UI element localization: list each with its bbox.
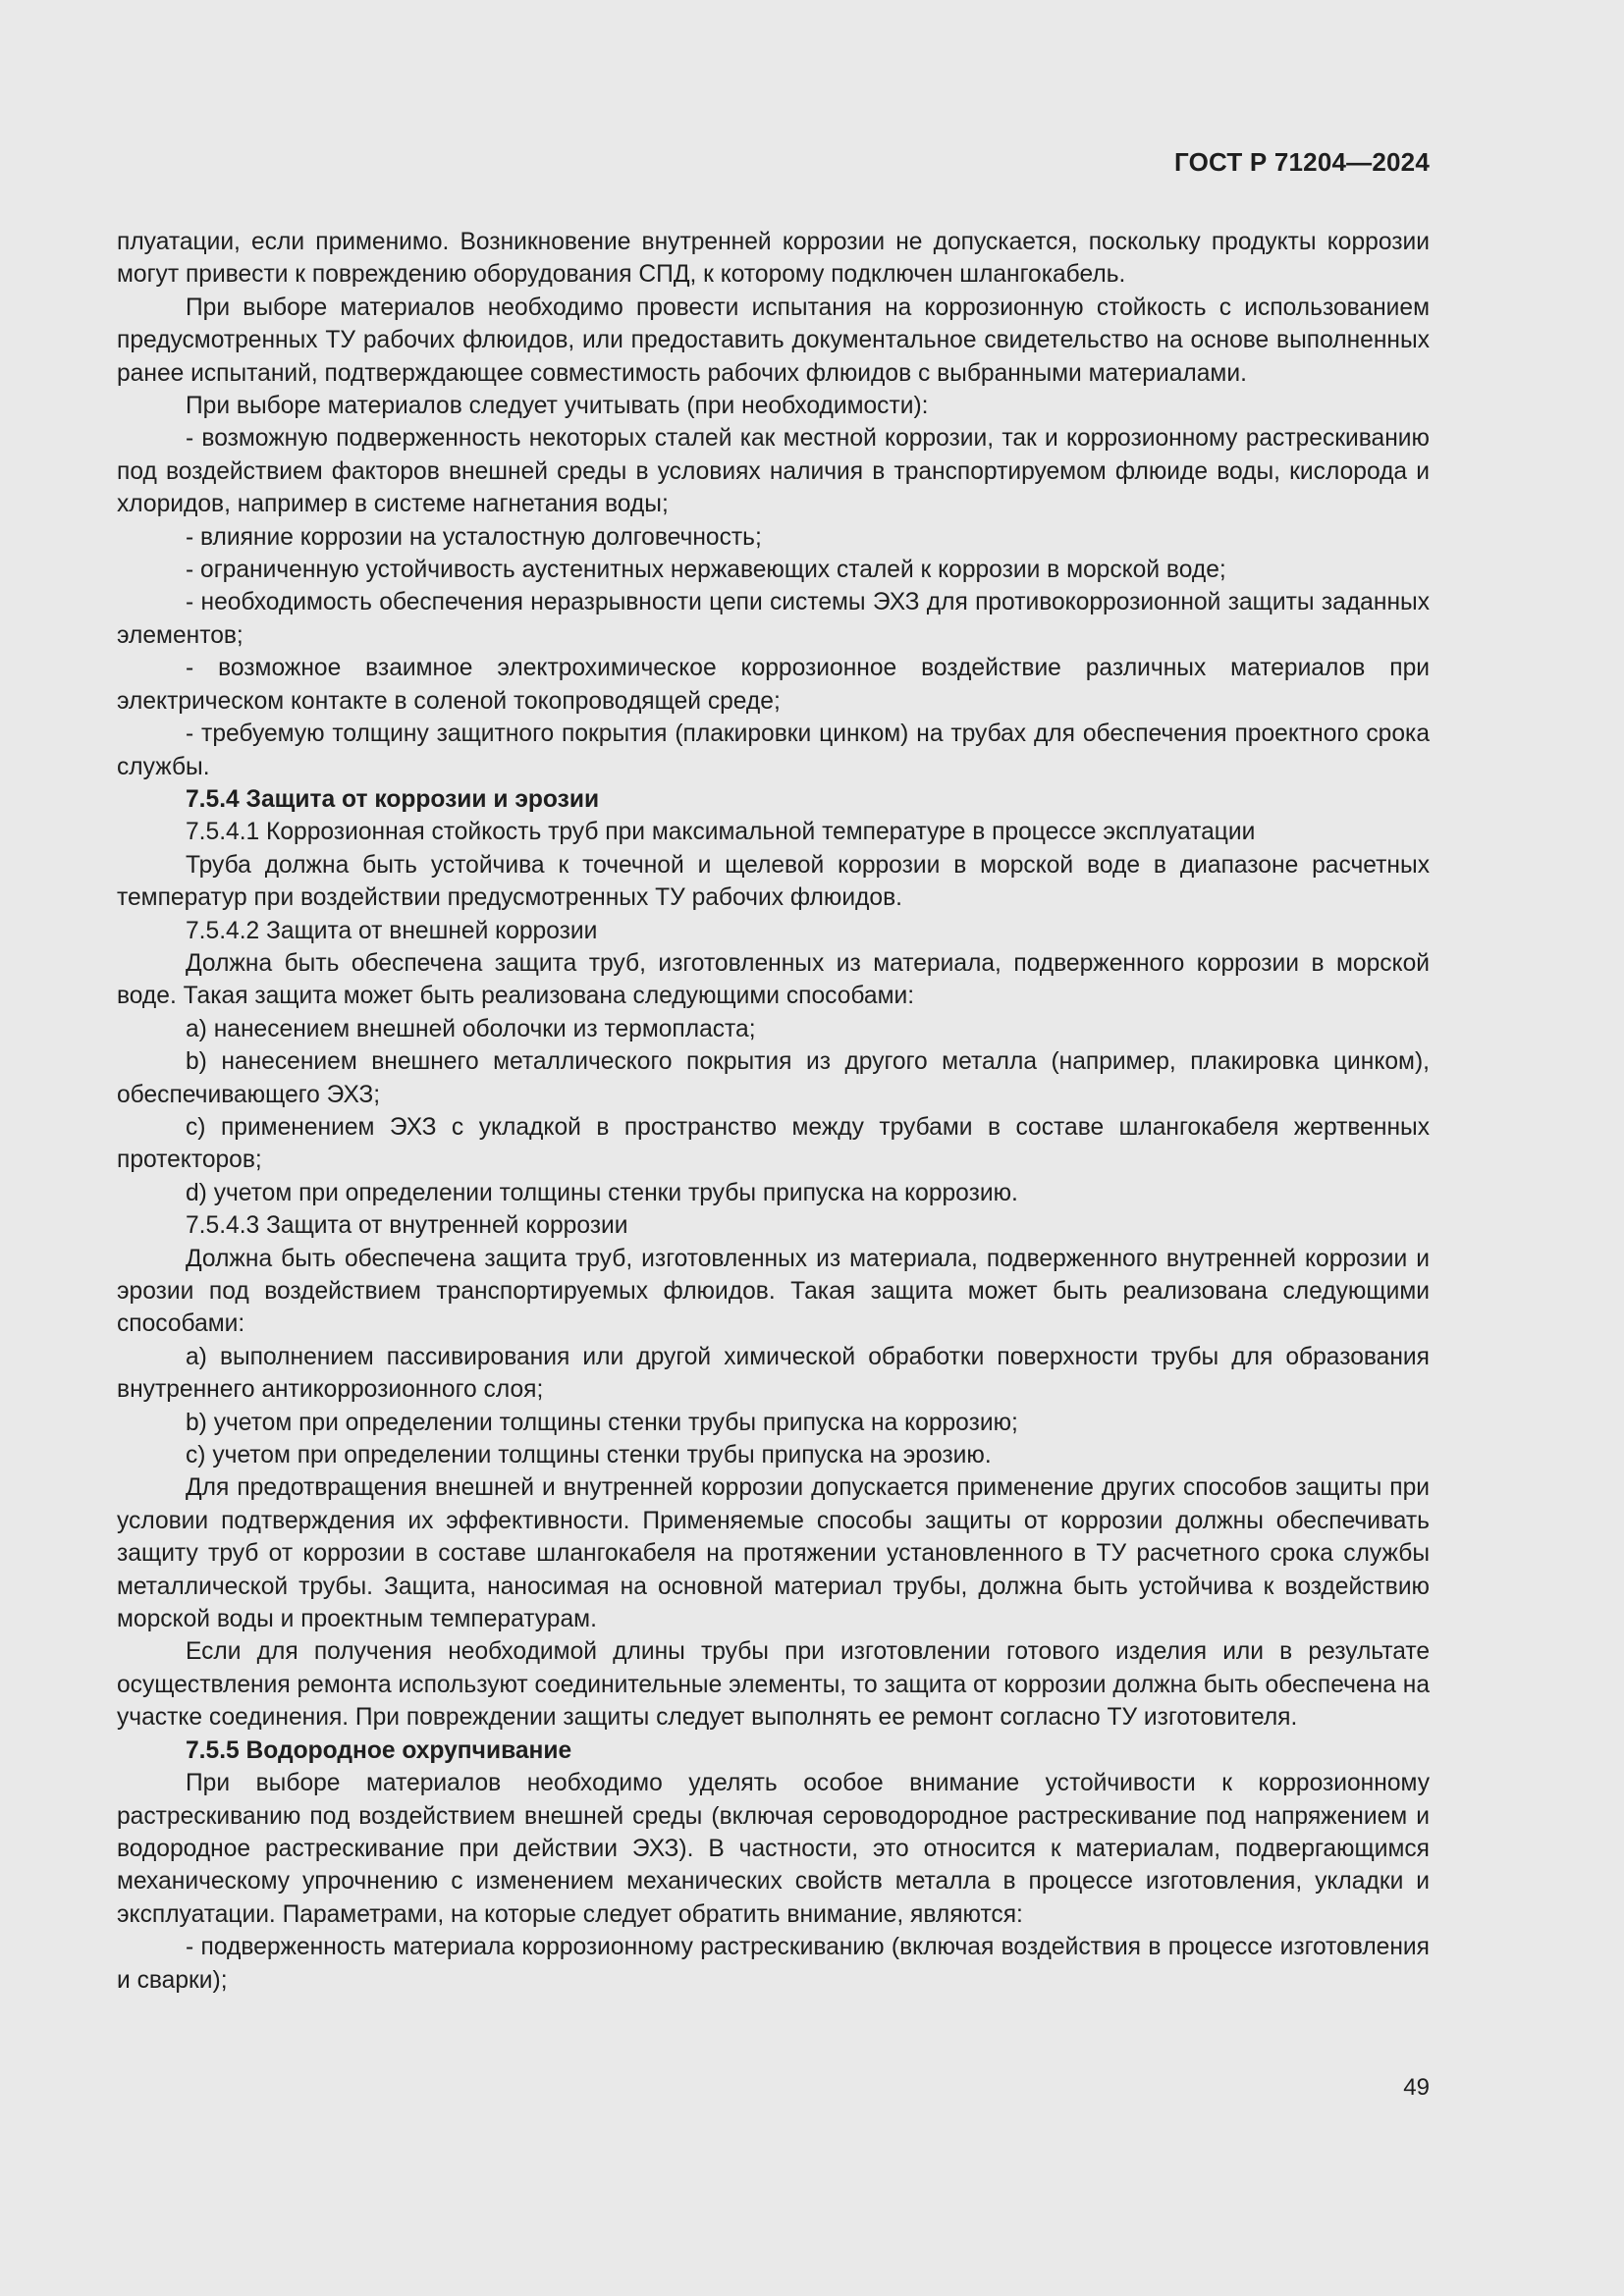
- list-item: - необходимость обеспечения неразрывности цепи системы ЭХЗ для противокоррозионной защиты заданных элементов;: [117, 589, 1430, 649]
- paragraph: Должна быть обеспечена защита труб, изготовленных из материала, подверженного коррозии в морской воде. Такая защита может быть реализована следующими способами:: [117, 949, 1430, 1010]
- subsection-title: 7.5.4.3 Защита от внутренней коррозии: [186, 1212, 628, 1240]
- paragraph: Должна быть обеспечена защита труб, изготовленных из материала, подверженного внутренней коррозии и эрозии под воздействием транспортируемых флюидов. Такая защита может быть реализована следующими способами:: [117, 1245, 1430, 1338]
- list-item: a) нанесением внешней оболочки из термопласта;: [186, 1015, 756, 1042]
- page-number: 49: [1403, 2074, 1430, 2101]
- document-header-id: ГОСТ Р 71204—2024: [1174, 147, 1430, 177]
- paragraph: При выборе материалов необходимо уделять особое внимание устойчивости к коррозионному растрескиванию под воздействием внешней среды (включая сероводородное растрескивание под напряжением и водородное растрескивание при действии ЭХЗ). В частности, это относится к материалам, подвергающимся механическому упрочнению с изменением механических свойств металла в процессе изготовления, укладки и эксплуатации. Параметрами, на которые следует обратить внимание, являются:: [117, 1770, 1430, 1928]
- list-item: c) учетом при определении толщины стенки трубы припуска на эрозию.: [186, 1442, 992, 1469]
- list-item: - возможное взаимное электрохимическое коррозионное воздействие различных материалов при электрическом контакте в соленой токопроводящей среде;: [117, 655, 1430, 715]
- list-item: - требуемую толщину защитного покрытия (плакировки цинком) на трубах для обеспечения проектного срока службы.: [117, 721, 1430, 780]
- list-item: - подверженность материала коррозионному растрескиванию (включая воздействия в процессе изготовления и сварки);: [117, 1934, 1430, 1994]
- list-item: b) нанесением внешнего металлического покрытия из другого металла (например, плакировка цинком), обеспечивающего ЭХЗ;: [117, 1048, 1430, 1108]
- subsection-title: 7.5.4.2 Защита от внешней коррозии: [186, 917, 598, 944]
- paragraph: Если для получения необходимой длины трубы при изготовлении готового изделия или в результате осуществления ремонта используют соединительные элементы, то защита от коррозии должна быть обеспечена на участке соединения. При повреждении защиты следует выполнять ее ремонт согласно ТУ изготовителя.: [117, 1638, 1430, 1732]
- list-item: c) применением ЭХЗ с укладкой в пространство между трубами в составе шлангокабеля жертвенных протекторов;: [117, 1113, 1430, 1174]
- paragraph: Труба должна быть устойчива к точечной и щелевой коррозии в морской воде в диапазоне расчетных температур при воздействии предусмотренных ТУ рабочих флюидов.: [117, 851, 1430, 912]
- list-item: - влияние коррозии на усталостную долговечность;: [186, 523, 762, 551]
- section-heading: 7.5.5 Водородное охрупчивание: [186, 1736, 572, 1764]
- subsection-title: 7.5.4.1 Коррозионная стойкость труб при максимальной температуре в процессе эксплуатации: [186, 819, 1256, 846]
- list-item: - возможную подверженность некоторых сталей как местной коррозии, так и коррозионному растрескиванию под воздействием факторов внешней среды в условиях наличия в транспортируемом флюиде воды, кислорода и хлоридов, например в системе нагнетания воды;: [117, 425, 1430, 518]
- paragraph: При выборе материалов следует учитывать (при необходимости):: [186, 393, 929, 420]
- list-item: - ограниченную устойчивость аустенитных нержавеющих сталей к коррозии в морской воде;: [186, 557, 1226, 584]
- paragraph: Для предотвращения внешней и внутренней коррозии допускается применение других способов защиты при условии подтверждения их эффективности. Применяемые способы защиты от коррозии должны обеспечивать защиту труб от коррозии в составе шлангокабеля на протяжении установленного в ТУ расчетного срока службы металлической трубы. Защита, наносимая на основной материал трубы, должна быть устойчива к воздействию морской воды и проектным температурам.: [117, 1474, 1430, 1633]
- paragraph: При выборе материалов необходимо провести испытания на коррозионную стойкость с использованием предусмотренных ТУ рабочих флюидов, или предоставить документальное свидетельство на основе выполненных ранее испытаний, подтверждающее совместимость рабочих флюидов с выбранными материалами.: [117, 294, 1430, 387]
- list-item: b) учетом при определении толщины стенки трубы припуска на коррозию;: [186, 1409, 1018, 1436]
- document-body: [117, 226, 1430, 1997]
- paragraph: плуатации, если применимо. Возникновение внутренней коррозии не допускается, поскольку продукты коррозии могут привести к повреждению оборудования СПД, к которому подключен шлангокабель.: [117, 229, 1430, 289]
- list-item: d) учетом при определении толщины стенки трубы припуска на коррозию.: [186, 1179, 1018, 1206]
- section-heading: 7.5.4 Защита от коррозии и эрозии: [186, 785, 600, 813]
- list-item: a) выполнением пассивирования или другой химической обработки поверхности трубы для образования внутреннего антикоррозионного слоя;: [117, 1343, 1430, 1404]
